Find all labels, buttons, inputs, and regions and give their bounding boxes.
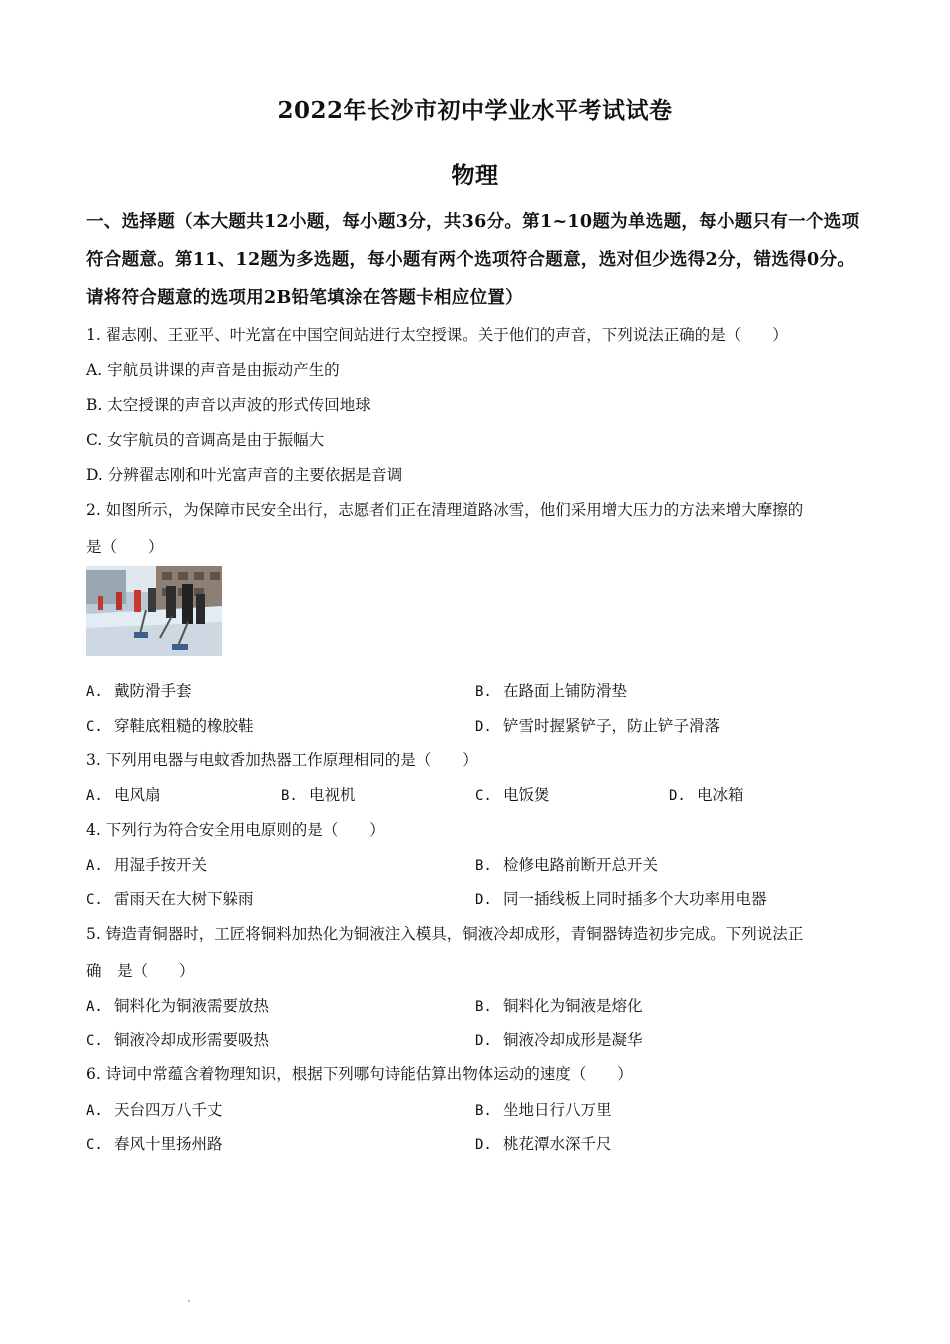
q1-option-d: D. 分辨翟志刚和叶光富声音的主要依据是音调: [86, 466, 403, 484]
volunteers-image: [86, 566, 222, 656]
q2-option-c: C. 穿鞋底粗糙的橡胶鞋: [86, 717, 254, 735]
question-2-stem: 2. 如图所示，为保障市民安全出行，志愿者们正在清理道路冰雪，他们采用增大压力的方法来增大摩擦的: [86, 501, 804, 519]
question-3-stem: 3. 下列用电器与电蚊香加热器工作原理相同的是（ ）: [86, 751, 478, 769]
q4-option-d: D. 同一插线板上同时插多个大功率用电器: [475, 890, 767, 908]
q3-option-a: A. 电风扇: [86, 786, 161, 804]
question-5-stem-cont: 确 是（ ）: [86, 962, 195, 980]
q4-option-a: A. 用湿手按开关: [86, 856, 208, 874]
q1-option-c: C. 女宇航员的音调高是由于振幅大: [86, 431, 325, 449]
question-5-stem: 5. 铸造青铜器时，工匠将铜料加热化为铜液注入模具，铜液冷却成形，青铜器铸造初步完成。下列说法正: [86, 925, 804, 943]
q6-option-b: B. 坐地日行八万里: [475, 1101, 612, 1119]
q1-option-b: B. 太空授课的声音以声波的形式传回地球: [86, 396, 371, 414]
question-4-stem: 4. 下列行为符合安全用电原则的是（ ）: [86, 821, 385, 839]
q2-option-d: D. 铲雪时握紧铲子，防止铲子滑落: [475, 717, 721, 735]
question-2-stem-cont: 是（ ）: [86, 538, 164, 556]
subject-title: 物理: [451, 162, 499, 189]
question-6-stem: 6. 诗词中常蕴含着物理知识，根据下列哪句诗能估算出物体运动的速度（ ）: [86, 1065, 633, 1083]
snow-clearing-photo: [86, 566, 222, 656]
q3-option-c: C. 电饭煲: [475, 786, 550, 804]
q5-option-b: B. 铜料化为铜液是熔化: [475, 997, 643, 1015]
q5-option-c: C. 铜液冷却成形需要吸热: [86, 1031, 270, 1049]
q4-option-c: C. 雷雨天在大树下躲雨: [86, 890, 254, 908]
q2-option-a: A. 戴防滑手套: [86, 682, 192, 700]
q2-option-b: B. 在路面上铺防滑垫: [475, 682, 628, 700]
q5-option-a: A. 铜料化为铜液需要放热: [86, 997, 270, 1015]
q1-option-a: A. 宇航员讲课的声音是由振动产生的: [86, 361, 340, 379]
q6-option-a: A. 天台四万八千丈: [86, 1101, 223, 1119]
exam-title: 2022年长沙市初中学业水平考试试卷: [277, 97, 673, 124]
q4-option-b: B. 检修电路前断开总开关: [475, 856, 659, 874]
q3-option-b: B. 电视机: [281, 786, 356, 804]
q5-option-d: D. 铜液冷却成形是凝华: [475, 1031, 643, 1049]
q3-option-d: D. 电冰箱: [669, 786, 744, 804]
question-1-stem: 1. 翟志刚、王亚平、叶光富在中国空间站进行太空授课。关于他们的声音，下列说法正确的是（ ）: [86, 326, 788, 344]
page-speck: [188, 1300, 190, 1302]
q6-option-d: D. 桃花潭水深千尺: [475, 1135, 612, 1153]
q6-option-c: C. 春风十里扬州路: [86, 1135, 223, 1153]
section-heading: 一、选择题（本大题共12小题，每小题3分，共36分。第1~10题为单选题，每小题只有一个选项符合题意。第11、12题为多选题，每小题有两个选项符合题意，选对但少选得2分，错选得0分。请将符合题意的选项用2B铅笔填涂在答题卡相应位置）: [86, 212, 860, 308]
